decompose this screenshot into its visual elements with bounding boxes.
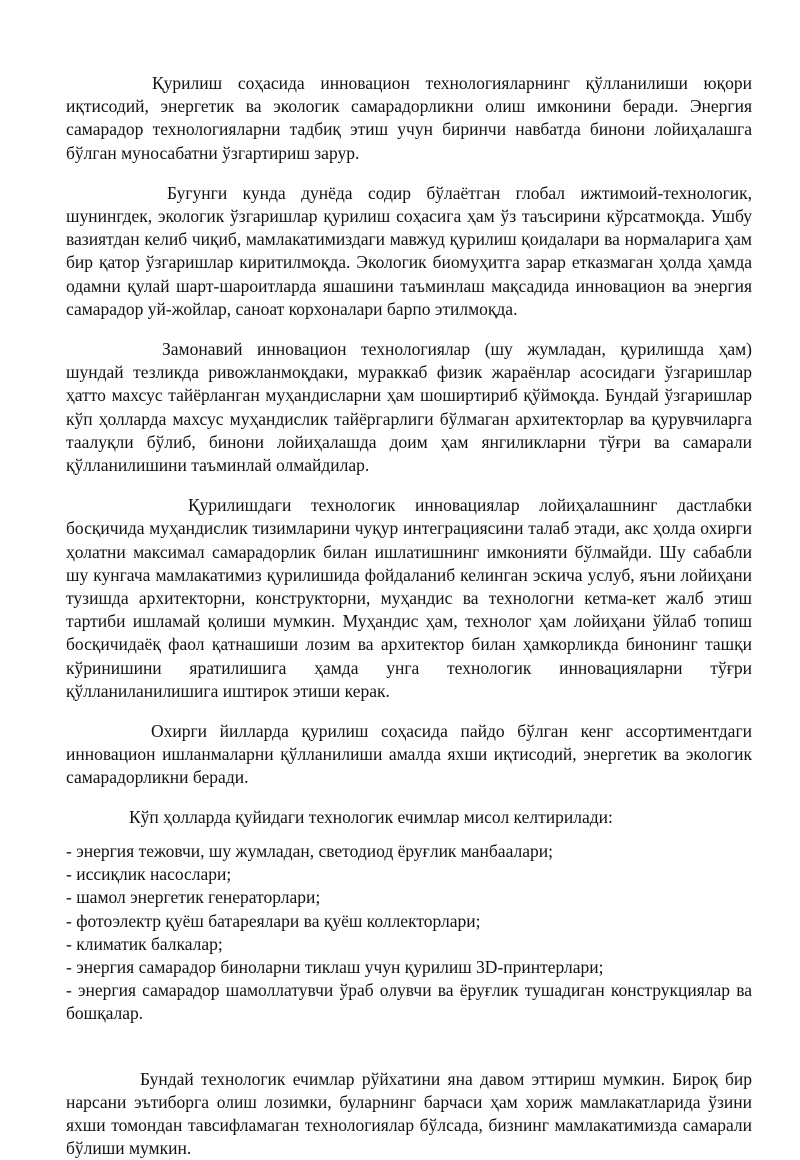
paragraph-global-changes: Бугунги кунда дунёда содир бўлаётган глобал ижтимоий-технологик, шунингдек, экологик ўзгаришлар қурилиш соҳасига ҳам ўз таъсирини кўрсатмоқда. Ушбу вазиятдан келиб чиқиб, мамлакатимиздаги мавжуд қурилиш қоидалари ва нормаларига ҳам бир қатор ўзгаришлар киритилмоқда. Экологик биомуҳитга зарар етказмаган ҳолда ҳамда одамни қулай шарт-шароитларда яшашини таъминлаш мақсадида инновацион ва энергия самарадор уй-жойлар, саноат корхоналари барпо этилмоқда.: [66, 182, 752, 319]
paragraph-recent-developments: Охирги йилларда қурилиш соҳасида пайдо бўлган кенг ассортиментдаги инновацион ишланмаларни қўлланилиши амалда яхши иқтисодий, энергетик ва экологик самарадорликни беради.: [66, 721, 752, 788]
paragraph-engineering-integration: Қурилишдаги технологик инновациялар лойиҳалашнинг дастлабки босқичида муҳандислик тизимларини чуқур интеграциясини талаб этади, акс ҳолда охирги ҳолатни максимал самарадорлик билан ишлатишнинг имконияти бўлмайди. Шу сабабли шу кунгача мамлакатимиз қурилишида фойдаланиб келинган эскича услуб, яъни лойиҳани тузишда архитекторни, конструкторни, муҳандис ва технологни кетма-кет жалб этиш тартиби ишламай қолиши мумкин. Муҳандис ҳам, технолог ҳам лойиҳани ўйлаб топиш босқичидаёқ фаол қатнашиши лозим ва архитектор билан ҳамкорликда бинонинг ташқи кўринишини яратилишига ҳамда унга технологик инновацияларни тўғри қўлланиланилишига иштирок этиши керак.: [66, 495, 752, 701]
paragraph-modern-technologies: Замонавий инновацион технологиялар (шу жумладан, қурилишда ҳам) шундай тезликда ривожланмоқдаки, мураккаб физик жараёнлар асосидаги ўзгаришлар ҳатто махсус тайёрланган муҳандисларни ҳам шоширтириб қўймоқда. Бундай ўзгаришлар кўп ҳолларда махсус муҳандислик тайёргарлиги бўлмаган архитекторлар ва қурувчиларга таалуқли бўлиб, бинони лойиҳалашда доим ҳам янгиликларни тўғри ва самарали қўлланилишини таъминлай олмайдилар.: [66, 339, 752, 476]
list-item: - энергия тежовчи, шу жумладан, светодиод ёруғлик манбаалари;: [66, 840, 553, 861]
paragraph-closing: Бундай технологик ечимлар рўйхатини яна давом эттириш мумкин. Бироқ бир нарсани эътиборга олиш лозимки, буларнинг барчаси ҳам хориж мамлакатларида ўзини яхши томондан тавсифламаган технологиялар бўлсада, бизнинг мамлакатимизда самарали бўлиши мумкин.: [66, 1068, 752, 1159]
document-page: [66, 72, 752, 1160]
list-item: - шамол энергетик генераторлари;: [66, 887, 321, 908]
list-intro: Кўп ҳолларда қуйидаги технологик ечимлар мисол келтирилади:: [129, 806, 613, 827]
list-item: - фотоэлектр қуёш батареялари ва қуёш коллекторлари;: [66, 910, 481, 931]
list-item: - иссиқлик насослари;: [66, 864, 232, 885]
list-item: - энергия самарадор биноларни тиклаш учун қурилиш 3D-принтерлари;: [66, 956, 604, 977]
paragraph-innovation-efficiency: Қурилиш соҳасида инновацион технологияларнинг қўлланилиши юқори иқтисодий, энергетик ва экологик самарадорликни олиш имконини беради. Энергия самарадор технологияларни тадбиқ этиш учун биринчи навбатда бинони лойиҳалашга бўлган муносабатни ўзгартириш зарур.: [66, 73, 752, 163]
technology-solutions-list: [66, 840, 752, 1026]
list-item: - климатик балкалар;: [66, 933, 223, 954]
list-item: - энергия самарадор шамоллатувчи ўраб олувчи ва ёруғлик тушадиган конструкциялар ва бошқалар.: [66, 980, 752, 1024]
